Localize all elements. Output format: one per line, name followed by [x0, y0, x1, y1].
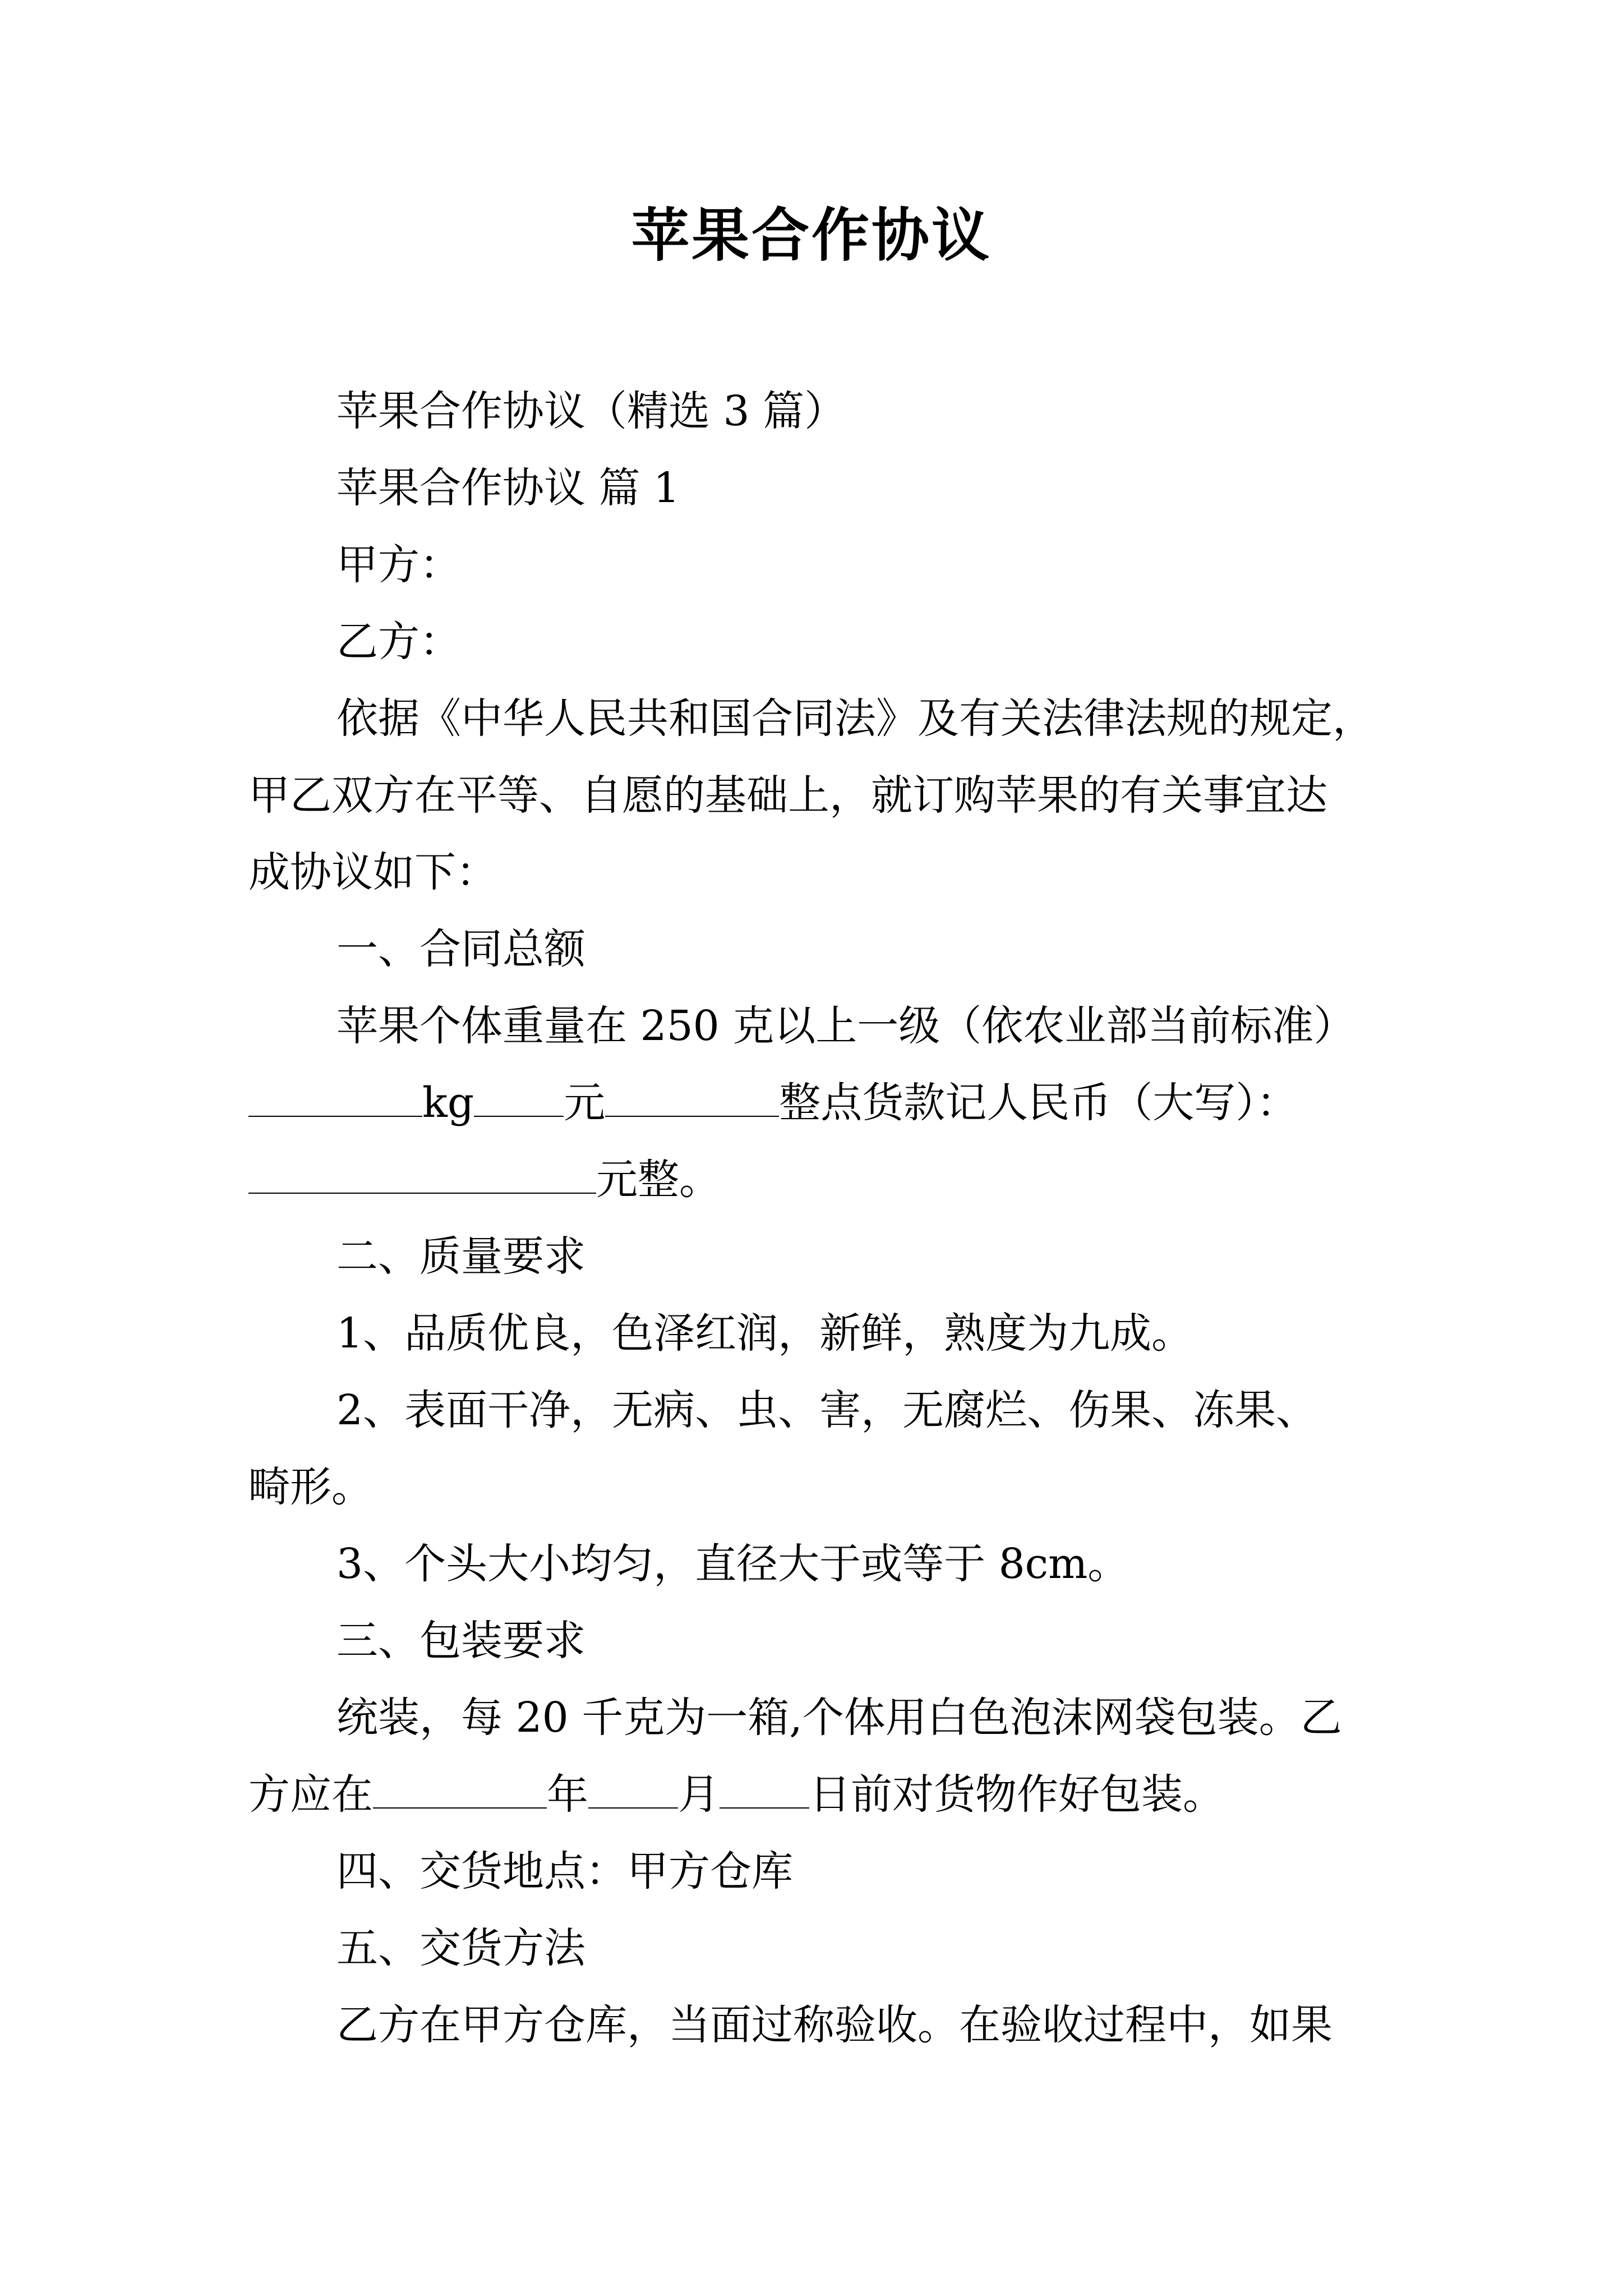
kg-label: kg [422, 1079, 474, 1127]
section-2-item-2a: 2、表面干净，无病、虫、害，无腐烂、伤果、冻果、 [336, 1386, 1318, 1434]
section-1-line-2 [248, 1065, 1393, 1142]
blank-line [588, 1766, 678, 1809]
section-3-heading: 三、包装要求 [336, 1617, 585, 1665]
subtitle-line: 苹果合作协议（精选 3 篇） [336, 387, 846, 435]
section-2-heading: 二、质量要求 [336, 1232, 585, 1281]
section-5-line-1: 乙方在甲方仓库，当面过称验收。在验收过程中，如果 [336, 2001, 1332, 2049]
section-1-line-3 [248, 1142, 1393, 1218]
blank-line [474, 1074, 564, 1117]
intro-line-1: 依据《中华人民共和国合同法》及有关法律法规的规定， [336, 694, 1374, 743]
yuan-end-label: 元整。 [596, 1156, 721, 1204]
blank-line [248, 1151, 596, 1194]
month-label: 月 [678, 1770, 720, 1819]
total-label: 整点货款记人民币（大写）： [779, 1079, 1298, 1127]
day-suffix: 日前对货物作好包装。 [809, 1770, 1224, 1819]
intro-line-3: 成协议如下： [248, 848, 497, 896]
deadline-prefix: 方应在 [248, 1770, 373, 1819]
section-5-heading: 五、交货方法 [336, 1924, 585, 1972]
section-3-line-1: 统装，每 20 千克为一箱,个体用白色泡沫网袋包装。乙 [336, 1694, 1342, 1742]
section-4-heading: 四、交货地点：甲方仓库 [336, 1847, 793, 1895]
blank-line [605, 1074, 779, 1117]
document-body [248, 373, 1393, 2064]
document-title: 苹果合作协议 [631, 201, 992, 269]
party-b-line: 乙方： [336, 618, 461, 666]
section-2-item-3: 3、个头大小均匀，直径大于或等于 8cm。 [336, 1540, 1129, 1588]
blank-line [720, 1766, 809, 1809]
blank-line [373, 1766, 547, 1809]
section-1-heading: 一、合同总额 [336, 925, 585, 973]
year-label: 年 [547, 1770, 588, 1819]
part1-heading: 苹果合作协议 篇 1 [336, 464, 680, 512]
intro-line-2: 甲乙双方在平等、自愿的基础上，就订购苹果的有关事宜达 [248, 771, 1327, 820]
party-a-line: 甲方： [336, 541, 461, 589]
section-2-item-2b: 畸形。 [248, 1463, 373, 1511]
blank-line [248, 1074, 422, 1117]
section-1-line-1: 苹果个体重量在 250 克以上一级（依农业部当前标准） [336, 1002, 1355, 1050]
section-3-line-2 [248, 1756, 1393, 1833]
yuan-label: 元 [564, 1079, 606, 1127]
section-2-item-1: 1、品质优良，色泽红润，新鲜，熟度为九成。 [336, 1309, 1193, 1358]
